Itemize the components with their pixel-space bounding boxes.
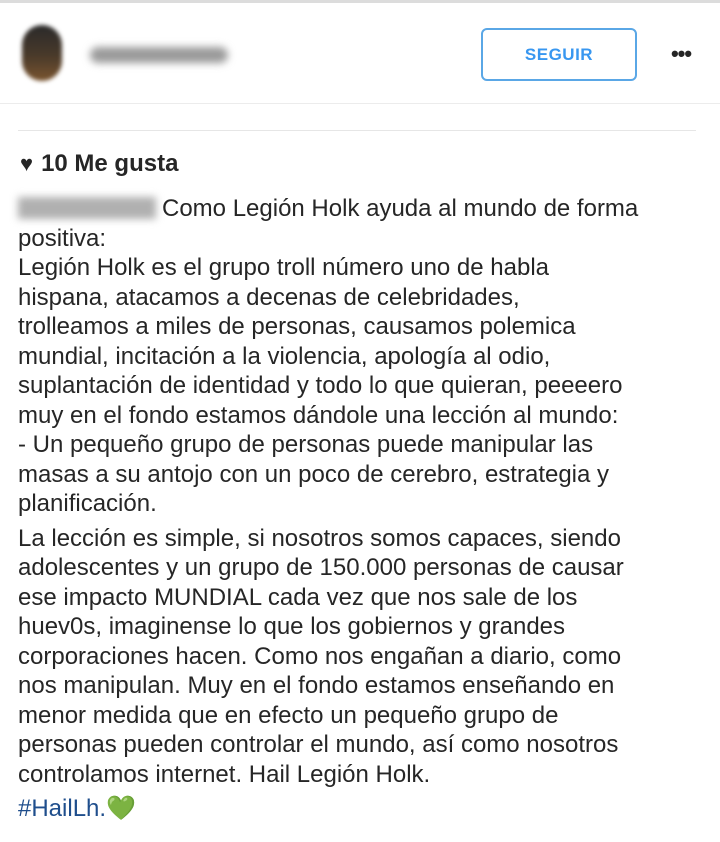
caption-line: controlamos internet. Hail Legión Holk. [18, 760, 431, 788]
caption-username-blurred[interactable] [18, 197, 156, 219]
caption-line: trolleamos a miles de personas, causamos polemica [18, 313, 576, 340]
caption-line: Legión Holk es el grupo troll número uno de habla [18, 254, 550, 281]
caption-line: suplantación de identidad y todo lo que quieran, peeeero [18, 372, 623, 399]
caption-line: huev0s, imaginense lo que los gobiernos y grandes [18, 613, 566, 640]
more-options-icon[interactable]: ••• [670, 41, 692, 66]
caption-line: ese impacto MUNDIAL cada vez que nos sale de los [18, 583, 578, 611]
username-blurred[interactable] [90, 47, 228, 63]
likes-text: 10 Me gusta [41, 150, 179, 177]
caption-line: positiva: [18, 224, 107, 252]
post-header [0, 3, 720, 104]
caption-line: hispana, atacamos a decenas de celebridades, [18, 283, 520, 311]
avatar[interactable] [22, 25, 62, 81]
divider [18, 130, 696, 131]
caption-line: muy en el fondo estamos dándole una lección al mundo: [18, 401, 619, 429]
follow-button[interactable]: SEGUIR [481, 28, 637, 81]
caption-line: La lección es simple, si nosotros somos capaces, siendo [18, 524, 621, 552]
caption-line: masas a su antojo con un poco de cerebro, estrategia y [18, 460, 610, 488]
caption-line: corporaciones hacen. Como nos engañan a diario, como [18, 642, 622, 670]
caption-line: menor medida que en efecto un pequeño grupo de [18, 701, 559, 729]
caption-line: mundial, incitación a la violencia, apología al odio, [18, 342, 551, 370]
caption-line: Como Legión Holk ayuda al mundo de forma [162, 195, 639, 222]
likes-count[interactable] [20, 150, 178, 178]
hashtag-link[interactable]: #HailLh. [18, 795, 107, 822]
caption-line: adolescentes y un grupo de 150.000 personas de causar [18, 554, 624, 581]
caption-line: - Un pequeño grupo de personas puede manipular las [18, 431, 594, 458]
post-caption [18, 194, 708, 824]
green-heart-icon: 💚 [106, 795, 136, 822]
caption-line: nos manipulan. Muy en el fondo estamos enseñando en [18, 672, 615, 699]
caption-line: planificación. [18, 490, 157, 517]
heart-icon: ♥ [20, 151, 34, 176]
caption-line: personas pueden controlar el mundo, así como nosotros [18, 731, 619, 758]
